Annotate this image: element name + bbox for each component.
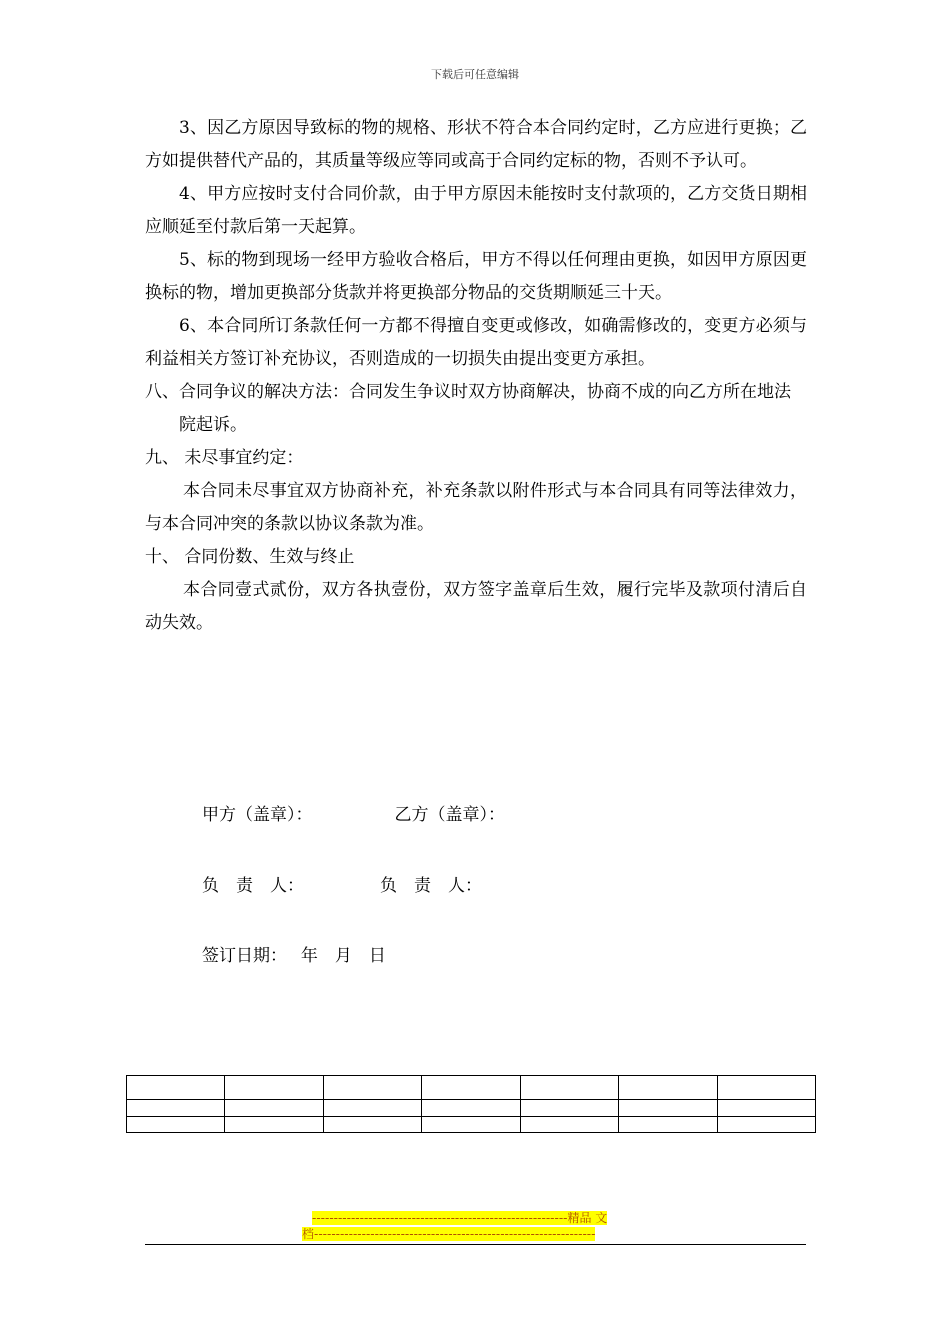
table-cell	[422, 1076, 520, 1100]
section-9-body: 本合同未尽事宜双方协商补充，补充条款以附件形式与本合同具有同等法律效力，与本合同冲突的条款以协议条款为准。	[145, 481, 807, 534]
table-cell	[127, 1100, 225, 1117]
party-a-seal-label: 甲方（盖章）：	[202, 805, 313, 825]
party-b-seal-label: 乙方（盖章）：	[394, 805, 505, 825]
signature-party-row	[202, 800, 505, 825]
section-10-body: 本合同壹式贰份，双方各执壹份，双方签字盖章后生效，履行完毕及款项付清后自动失效。	[145, 580, 807, 633]
footer-watermark	[302, 1210, 650, 1242]
clause-4: 4、甲方应按时支付合同价款，由于甲方原因未能按时支付款项的，乙方交货日期相应顺延至付款后第一天起算。	[145, 184, 807, 237]
section-9-title: 九、 未尽事宜约定：	[145, 448, 304, 468]
table-cell	[619, 1076, 717, 1100]
contract-body	[145, 112, 807, 640]
section-8-dispute-resolution: 八、合同争议的解决方法：合同发生争议时双方协商解决，协商不成的向乙方所在地法院起诉。	[145, 382, 791, 435]
table-cell	[520, 1076, 618, 1100]
table-cell	[127, 1076, 225, 1100]
clause-6: 6、本合同所订条款任何一方都不得擅自变更或修改，如确需修改的，变更方必须与利益相关方签订补充协议，否则造成的一切损失由提出变更方承担。	[145, 316, 807, 369]
party-b-responsible-label: 负 责 人：	[380, 876, 482, 896]
footer-divider	[145, 1244, 806, 1245]
footer-line-1: -----------------------------------------------------------精品 文	[312, 1211, 608, 1225]
clause-5: 5、标的物到现场一经甲方验收合格后，甲方不得以任何理由更换，如因甲方原因更换标的物，增加更换部分货款并将更换部分物品的交货期顺延三十天。	[145, 250, 807, 303]
party-a-responsible-label: 负 责 人：	[202, 876, 304, 896]
footer-line-2: 档-----------------------------------------------------------------	[302, 1227, 596, 1241]
clause-3: 3、因乙方原因导致标的物的规格、形状不符合本合同约定时，乙方应进行更换；乙方如提供替代产品的，其质量等级应等同或高于合同约定标的物，否则不予认可。	[145, 118, 807, 171]
table-row	[127, 1076, 816, 1100]
signing-date-label: 签订日期： 年 月 日	[202, 946, 386, 966]
section-10-title: 十、 合同份数、生效与终止	[145, 547, 355, 567]
table-cell	[717, 1100, 815, 1117]
table-cell	[619, 1117, 717, 1133]
table-cell	[127, 1117, 225, 1133]
table-row	[127, 1100, 816, 1117]
table-cell	[520, 1100, 618, 1117]
table-cell	[619, 1100, 717, 1117]
table-cell	[225, 1076, 323, 1100]
blank-table	[126, 1075, 816, 1133]
table-cell	[717, 1076, 815, 1100]
table-row	[127, 1117, 816, 1133]
page-header-note: 下载后可任意编辑	[431, 68, 519, 81]
table-cell	[323, 1076, 421, 1100]
table-cell	[323, 1117, 421, 1133]
table-cell	[323, 1100, 421, 1117]
table-cell	[520, 1117, 618, 1133]
table-cell	[422, 1100, 520, 1117]
signature-person-row	[202, 871, 482, 896]
table-cell	[225, 1100, 323, 1117]
table-cell	[422, 1117, 520, 1133]
table-cell	[717, 1117, 815, 1133]
signing-date-row	[202, 941, 386, 966]
table-cell	[225, 1117, 323, 1133]
